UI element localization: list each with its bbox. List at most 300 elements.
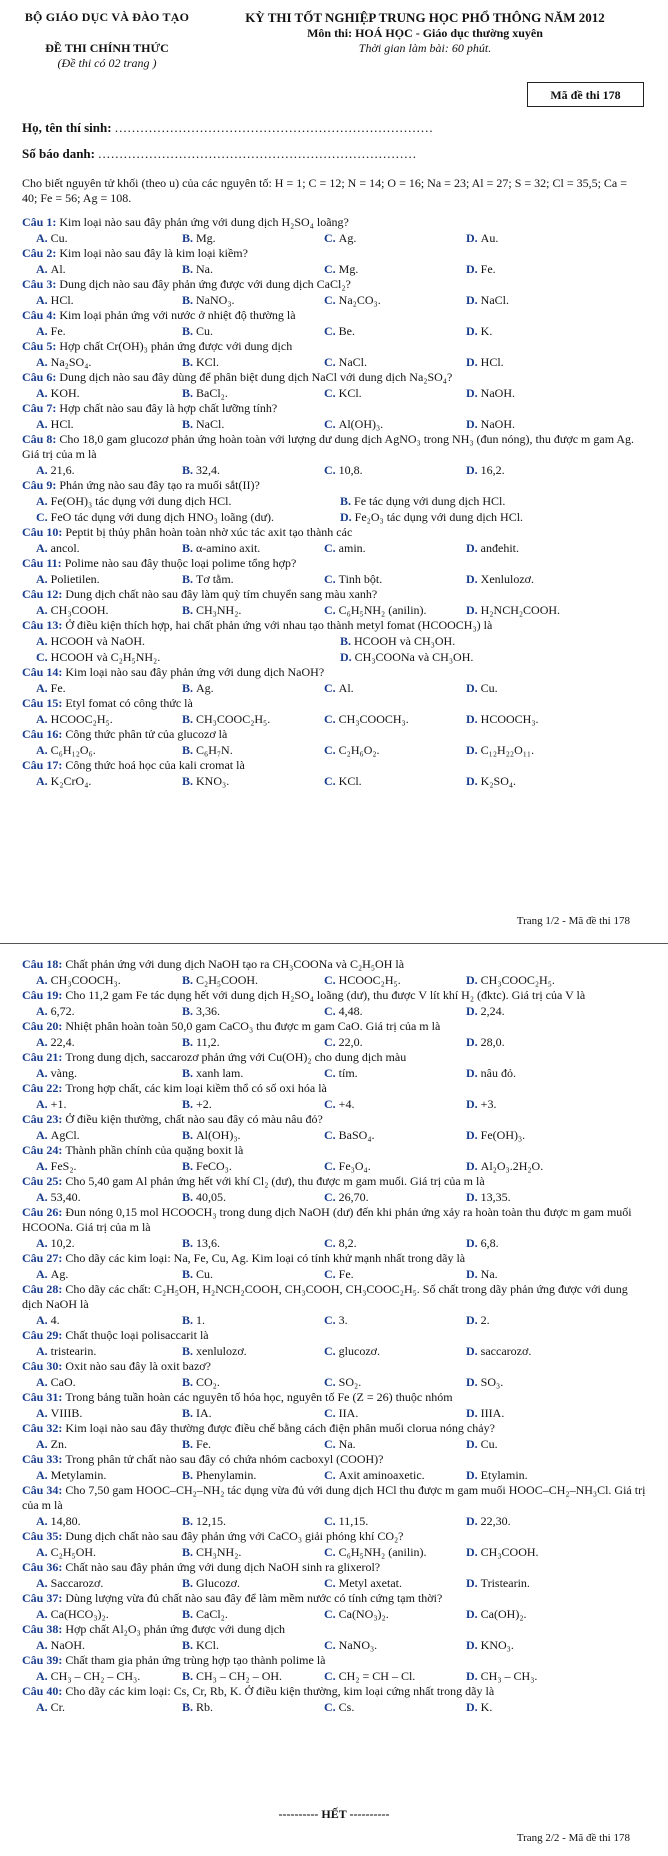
answer-option-c xyxy=(324,1668,415,1684)
answer-text: Cs. xyxy=(338,1700,355,1714)
question-36 xyxy=(22,1560,647,1591)
answer-option-d xyxy=(466,416,515,432)
question-label: Câu 24: xyxy=(22,1143,66,1157)
question-text: Polime nào sau đây thuộc loại polime tổng hợp? xyxy=(64,556,297,570)
question-text: Kim loại nào sau đây phản ứng với dung dịch H₂SO₄ loãng? xyxy=(59,215,349,229)
answer-option-d xyxy=(466,1467,528,1483)
answer-text: Fe₃O₄. xyxy=(338,1159,371,1173)
answer-text: HCOOC₂H₅. xyxy=(50,712,113,726)
answer-letter: A. xyxy=(36,1344,51,1358)
answer-text: 10,2. xyxy=(50,1236,75,1250)
answer-option-d xyxy=(466,1699,492,1715)
answer-option-a xyxy=(36,1235,75,1251)
answer-option-d xyxy=(466,680,498,696)
answer-letter: A. xyxy=(36,634,51,648)
question-stem xyxy=(22,758,647,773)
answer-letter: C. xyxy=(324,1375,339,1389)
question-label: Câu 31: xyxy=(22,1390,66,1404)
question-text: Oxit nào sau đây là oxit bazơ? xyxy=(65,1359,211,1373)
answer-option-a xyxy=(36,1637,85,1653)
answer-option-c xyxy=(324,1436,356,1452)
question-2 xyxy=(22,246,647,277)
question-label: Câu 39: xyxy=(22,1653,66,1667)
question-text: Chất tham gia phản ứng trùng hợp tạo thành polime là xyxy=(65,1653,326,1667)
answer-options xyxy=(22,602,647,618)
question-text: Peptit bị thủy phân hoàn toàn nhờ xúc tác axit tạo thành các xyxy=(65,525,353,539)
page-count-note: (Đề thi có 02 trang ) xyxy=(57,56,157,70)
answer-option-a xyxy=(36,385,80,401)
answer-option-d xyxy=(466,1065,516,1081)
question-stem xyxy=(22,1081,647,1096)
answer-text: BaCl₂. xyxy=(196,386,228,400)
answer-option-d xyxy=(466,972,555,988)
answer-letter: B. xyxy=(182,1669,197,1683)
answer-options xyxy=(22,1065,647,1081)
answer-letter: D. xyxy=(466,1700,481,1714)
answer-letter: B. xyxy=(182,1545,197,1559)
answer-option-a xyxy=(36,742,96,758)
answer-option-a xyxy=(36,773,91,789)
answer-option-d xyxy=(340,509,523,525)
question-label: Câu 7: xyxy=(22,401,60,415)
answer-letter: A. xyxy=(36,417,51,431)
answer-option-c xyxy=(324,230,356,246)
answer-letter: B. xyxy=(182,541,197,555)
question-text: Kim loại phản ứng với nước ở nhiệt độ thường là xyxy=(59,308,296,322)
answer-option-a xyxy=(36,571,100,587)
answer-option-c xyxy=(324,1575,402,1591)
question-stem xyxy=(22,1452,647,1467)
question-stem xyxy=(22,525,647,540)
question-stem xyxy=(22,1019,647,1034)
answer-text: 6,8. xyxy=(480,1236,499,1250)
answer-options xyxy=(22,1158,647,1174)
question-label: Câu 11: xyxy=(22,556,65,570)
question-19 xyxy=(22,988,647,1019)
candidate-id-dots: ........................................................................... xyxy=(98,146,417,161)
question-label: Câu 19: xyxy=(22,988,66,1002)
question-stem xyxy=(22,277,647,292)
question-11 xyxy=(22,556,647,587)
answer-letter: C. xyxy=(324,355,339,369)
answer-letter: A. xyxy=(36,1128,51,1142)
answer-letter: D. xyxy=(466,1004,481,1018)
answer-text: Cu. xyxy=(196,324,214,338)
answer-text: Cu. xyxy=(480,681,498,695)
answer-text: CO₂. xyxy=(196,1375,220,1389)
answer-text: 11,2. xyxy=(196,1035,220,1049)
answer-option-c xyxy=(324,540,366,556)
answer-letter: D. xyxy=(466,1406,481,1420)
questions-page-1 xyxy=(22,215,647,789)
answer-option-c xyxy=(324,1235,357,1251)
answer-text: 3,36. xyxy=(196,1004,221,1018)
question-stem xyxy=(22,1143,647,1158)
answer-option-a xyxy=(36,1544,96,1560)
answer-text: HCOOH và CH₃OH. xyxy=(354,634,456,648)
answer-option-a xyxy=(36,1668,140,1684)
question-stem xyxy=(22,1421,647,1436)
answer-text: 4,48. xyxy=(338,1004,363,1018)
answer-option-a xyxy=(36,1513,81,1529)
answer-letter: C. xyxy=(324,1576,339,1590)
answer-option-b xyxy=(182,1544,241,1560)
question-text: Ở điều kiện thích hợp, hai chất phản ứng với nhau tạo thành metyl fomat (HCOOCH₃) là xyxy=(65,618,493,632)
answer-option-a xyxy=(36,1096,66,1112)
answer-option-c xyxy=(324,1405,358,1421)
answer-option-a xyxy=(36,1034,75,1050)
answer-letter: C. xyxy=(324,293,339,307)
answer-text: CH₃COONa và CH₃OH. xyxy=(354,650,474,664)
answer-option-d xyxy=(466,773,516,789)
end-mark: ---------- HẾT ---------- xyxy=(278,1807,390,1821)
answer-text: Zn. xyxy=(50,1437,68,1451)
answer-text: 21,6. xyxy=(50,463,75,477)
answer-text: HCOOCH₃. xyxy=(480,712,539,726)
question-stem xyxy=(22,246,647,261)
official-label: ĐỀ THI CHÍNH THỨC xyxy=(45,41,169,55)
answer-text: 53,40. xyxy=(50,1190,81,1204)
question-stem xyxy=(22,1359,647,1374)
answer-letter: D. xyxy=(466,572,481,586)
answer-text: 22,30. xyxy=(480,1514,511,1528)
answer-option-a xyxy=(36,354,91,370)
answer-option-c xyxy=(324,292,381,308)
answer-text: NaOH. xyxy=(480,417,515,431)
answer-option-d xyxy=(466,1096,496,1112)
answer-option-d xyxy=(466,571,534,587)
answer-option-c xyxy=(324,571,382,587)
answer-letter: B. xyxy=(182,417,197,431)
answer-option-a xyxy=(36,323,66,339)
answer-letter: C. xyxy=(324,1437,339,1451)
question-label: Câu 4: xyxy=(22,308,60,322)
answer-text: 12,15. xyxy=(196,1514,227,1528)
question-25 xyxy=(22,1174,647,1205)
question-label: Câu 16: xyxy=(22,727,66,741)
answer-options xyxy=(22,1266,647,1282)
answer-letter: D. xyxy=(466,1437,481,1451)
answer-option-a xyxy=(36,292,74,308)
answer-letter: C. xyxy=(324,1344,339,1358)
answer-letter: C. xyxy=(324,572,339,586)
question-text: Cho 18,0 gam glucozơ phản ứng hoàn toàn với lượng dư dung dịch AgNO₃ trong NH₃ (đun nóng), thu được m gam Ag. Giá trị của m là xyxy=(22,432,635,461)
question-text: Trong phân tử chất nào sau đây có chứa nhóm cacboxyl (COOH)? xyxy=(65,1452,384,1466)
answer-option-b xyxy=(182,1405,212,1421)
question-text: Cho dãy các kim loại: Na, Fe, Cu, Ag. Kim loại có tính khử mạnh nhất trong dãy là xyxy=(65,1251,466,1265)
question-label: Câu 1: xyxy=(22,215,60,229)
question-stem xyxy=(22,587,647,602)
answer-option-b xyxy=(182,680,214,696)
answer-options xyxy=(22,1343,647,1359)
answer-text: Na. xyxy=(480,1267,498,1281)
answer-option-a xyxy=(36,1436,67,1452)
question-text: Hợp chất nào sau đây là hợp chất lưỡng tính? xyxy=(59,401,278,415)
answer-text: Ca(OH)₂. xyxy=(480,1607,527,1621)
answer-option-b xyxy=(182,972,258,988)
question-label: Câu 20: xyxy=(22,1019,66,1033)
answer-letter: D. xyxy=(466,1344,481,1358)
answer-text: Na₂CO₃. xyxy=(338,293,381,307)
answer-text: +2. xyxy=(196,1097,212,1111)
question-13 xyxy=(22,618,647,665)
answer-text: C₆H₁₂O₆. xyxy=(50,743,96,757)
answer-letter: C. xyxy=(324,1669,339,1683)
answer-option-d xyxy=(466,261,496,277)
answer-letter: D. xyxy=(466,463,481,477)
answer-option-d xyxy=(466,742,534,758)
question-stem xyxy=(22,401,647,416)
question-label: Câu 13: xyxy=(22,618,66,632)
candidate-id-label: Số báo danh: xyxy=(22,146,95,161)
answer-letter: A. xyxy=(36,386,51,400)
answer-text: CH₃COOCH₃. xyxy=(338,712,409,726)
question-label: Câu 10: xyxy=(22,525,66,539)
question-22 xyxy=(22,1081,647,1112)
answer-letter: D. xyxy=(466,386,481,400)
answer-text: Glucozơ. xyxy=(196,1576,241,1590)
question-label: Câu 29: xyxy=(22,1328,66,1342)
answer-letter: C. xyxy=(324,1267,339,1281)
answer-text: nâu đỏ. xyxy=(480,1066,516,1080)
answer-text: 10,8. xyxy=(338,463,363,477)
answer-option-a xyxy=(36,1699,65,1715)
answer-options xyxy=(22,462,647,478)
question-label: Câu 23: xyxy=(22,1112,66,1126)
question-28 xyxy=(22,1282,647,1328)
question-stem xyxy=(22,1529,647,1544)
page-divider xyxy=(0,943,668,944)
answer-option-a xyxy=(36,540,80,556)
question-label: Câu 35: xyxy=(22,1529,66,1543)
answer-option-b xyxy=(182,711,270,727)
question-text: Nhiệt phân hoàn toàn 50,0 gam CaCO₃ thu được m gam CaO. Giá trị của m là xyxy=(65,1019,441,1033)
answer-option-d xyxy=(466,230,498,246)
answer-option-d xyxy=(466,1637,514,1653)
answer-text: Al(OH)₃. xyxy=(338,417,384,431)
answer-option-b xyxy=(182,1699,213,1715)
question-text: Trong hợp chất, các kim loại kiềm thổ có số oxi hóa là xyxy=(65,1081,327,1095)
answer-option-d xyxy=(466,1312,490,1328)
question-label: Câu 27: xyxy=(22,1251,66,1265)
answer-text: HCl. xyxy=(480,355,504,369)
answer-option-d xyxy=(466,1189,511,1205)
answer-letter: A. xyxy=(36,541,51,555)
answer-options xyxy=(22,354,647,370)
answer-letter: B. xyxy=(182,293,197,307)
answer-letter: C. xyxy=(324,1097,339,1111)
answer-option-a xyxy=(36,261,66,277)
answer-text: C₂H₅OH. xyxy=(50,1545,97,1559)
question-text: Cho 11,2 gam Fe tác dụng hết với dung dịch H₂SO₄ loãng (dư), thu được V lít khí H₂ (đktc). Giá trị của V là xyxy=(65,988,586,1002)
answer-text: K₂SO₄. xyxy=(480,774,517,788)
answer-text: HCl. xyxy=(50,293,74,307)
answer-option-d xyxy=(466,1374,503,1390)
answer-letter: A. xyxy=(36,681,51,695)
answer-letter: A. xyxy=(36,1313,51,1327)
answer-letter: B. xyxy=(182,231,197,245)
answer-text: 13,35. xyxy=(480,1190,511,1204)
answer-text: K₂CrO₄. xyxy=(50,774,92,788)
candidate-id-field xyxy=(22,146,417,162)
question-stem xyxy=(22,727,647,742)
answer-option-b xyxy=(182,354,219,370)
question-39 xyxy=(22,1653,647,1684)
answer-options xyxy=(22,571,647,587)
answer-letter: B. xyxy=(182,1035,197,1049)
question-label: Câu 33: xyxy=(22,1452,66,1466)
question-17 xyxy=(22,758,647,789)
answer-option-d xyxy=(466,1544,539,1560)
answer-option-d xyxy=(466,540,519,556)
answer-letter: D. xyxy=(466,1035,481,1049)
answer-letter: C. xyxy=(36,510,51,524)
answer-option-c xyxy=(324,1513,368,1529)
answer-letter: D. xyxy=(466,1313,481,1327)
question-21 xyxy=(22,1050,647,1081)
answer-option-b xyxy=(182,261,213,277)
question-32 xyxy=(22,1421,647,1452)
answer-text: CH₃COOH. xyxy=(480,1545,539,1559)
answer-option-b xyxy=(182,385,228,401)
question-12 xyxy=(22,587,647,618)
question-stem xyxy=(22,432,647,462)
answer-letter: A. xyxy=(36,973,51,987)
answer-text: +4. xyxy=(338,1097,355,1111)
answer-text: Na. xyxy=(338,1437,356,1451)
answer-options xyxy=(22,261,647,277)
answer-text: 26,70. xyxy=(338,1190,369,1204)
answer-option-c xyxy=(324,1343,380,1359)
answer-text: KCl. xyxy=(338,386,362,400)
question-text: Hợp chất Cr(OH)₃ phản ứng được với dung dịch xyxy=(59,339,293,353)
answer-text: C₆H₇N. xyxy=(196,743,233,757)
answer-text: +3. xyxy=(480,1097,497,1111)
answer-options xyxy=(22,493,647,525)
question-38 xyxy=(22,1622,647,1653)
answer-text: Ca(NO₃)₂. xyxy=(338,1607,389,1621)
answer-text: Etylamin. xyxy=(480,1468,528,1482)
answer-letter: C. xyxy=(36,650,51,664)
question-stem xyxy=(22,1390,647,1405)
answer-options xyxy=(22,416,647,432)
answer-letter: B. xyxy=(182,1375,197,1389)
exam-subject: Môn thi: HOÁ HỌC - Giáo dục thường xuyên xyxy=(307,26,543,40)
question-9 xyxy=(22,478,647,525)
question-5 xyxy=(22,339,647,370)
answer-option-c xyxy=(324,1637,377,1653)
answer-letter: A. xyxy=(36,743,51,757)
answer-option-a xyxy=(36,680,66,696)
answer-letter: C. xyxy=(324,681,339,695)
answer-letter: D. xyxy=(466,973,481,987)
answer-options xyxy=(22,1374,647,1390)
answer-letter: D. xyxy=(466,1097,481,1111)
answer-option-a xyxy=(36,1405,82,1421)
answer-text: Mg. xyxy=(338,262,359,276)
question-3 xyxy=(22,277,647,308)
answer-letter: C. xyxy=(324,1468,339,1482)
answer-text: 8,2. xyxy=(338,1236,357,1250)
question-label: Câu 9: xyxy=(22,478,60,492)
answer-text: CH₃COOCH₃. xyxy=(50,973,121,987)
answer-text: Be. xyxy=(338,324,356,338)
answer-option-b xyxy=(182,1343,247,1359)
answer-text: NaCl. xyxy=(480,293,510,307)
answer-options xyxy=(22,292,647,308)
answer-option-d xyxy=(466,711,539,727)
answer-letter: B. xyxy=(182,1236,197,1250)
question-label: Câu 8: xyxy=(22,432,60,446)
answer-letter: D. xyxy=(466,324,481,338)
answer-option-a xyxy=(36,1575,103,1591)
answer-text: 6,72. xyxy=(50,1004,75,1018)
answer-letter: C. xyxy=(324,973,339,987)
answer-letter: B. xyxy=(340,634,355,648)
answer-letter: C. xyxy=(324,1159,339,1173)
answer-option-b xyxy=(182,1235,220,1251)
answer-letter: A. xyxy=(36,1700,51,1714)
answer-options xyxy=(22,323,647,339)
answer-options xyxy=(22,633,647,665)
answer-letter: B. xyxy=(182,1437,197,1451)
question-stem xyxy=(22,1251,647,1266)
answer-option-b xyxy=(182,1127,241,1143)
answer-option-b xyxy=(340,493,505,509)
answer-text: amin. xyxy=(338,541,366,555)
answer-letter: C. xyxy=(324,417,339,431)
answer-option-c xyxy=(324,602,427,618)
answer-option-b xyxy=(182,1034,220,1050)
answer-text: KCl. xyxy=(338,774,362,788)
answer-letter: B. xyxy=(182,1576,197,1590)
question-stem xyxy=(22,556,647,571)
answer-text: HCOOH và NaOH. xyxy=(50,634,145,648)
answer-option-c xyxy=(324,1189,369,1205)
answer-option-b xyxy=(182,323,213,339)
question-stem xyxy=(22,1684,647,1699)
answer-letter: B. xyxy=(182,1267,197,1281)
question-stem xyxy=(22,1591,647,1606)
answer-letter: D. xyxy=(466,1128,481,1142)
answer-text: Fe. xyxy=(480,262,496,276)
answer-option-b xyxy=(182,292,235,308)
answer-text: C₂H₅COOH. xyxy=(196,973,259,987)
answer-letter: B. xyxy=(182,1128,197,1142)
answer-option-d xyxy=(466,354,504,370)
question-7 xyxy=(22,401,647,432)
question-stem xyxy=(22,215,647,230)
answer-text: 4. xyxy=(50,1313,60,1327)
answer-letter: D. xyxy=(466,603,481,617)
answer-option-d xyxy=(466,292,509,308)
answer-options xyxy=(22,1544,647,1560)
question-text: Kim loại nào sau đây thường được điều chế bằng cách điện phân muối clorua nóng chảy? xyxy=(65,1421,495,1435)
answer-text: anđehit. xyxy=(480,541,519,555)
answer-letter: A. xyxy=(36,1576,51,1590)
question-text: Cho dãy các kim loại: Cs, Cr, Rb, K. Ở điều kiện thường, kim loại cứng nhất trong dãy là xyxy=(65,1684,495,1698)
answer-letter: D. xyxy=(466,1638,481,1652)
answer-text: Tristearin. xyxy=(480,1576,530,1590)
question-stem xyxy=(22,1328,647,1343)
answer-option-a xyxy=(36,1127,80,1143)
answer-text: Xenlulozơ. xyxy=(480,572,535,586)
answer-letter: C. xyxy=(324,712,339,726)
answer-letter: C. xyxy=(324,1607,339,1621)
answer-text: KNO₃. xyxy=(480,1638,514,1652)
answer-letter: D. xyxy=(466,1576,481,1590)
answer-letter: D. xyxy=(340,510,355,524)
